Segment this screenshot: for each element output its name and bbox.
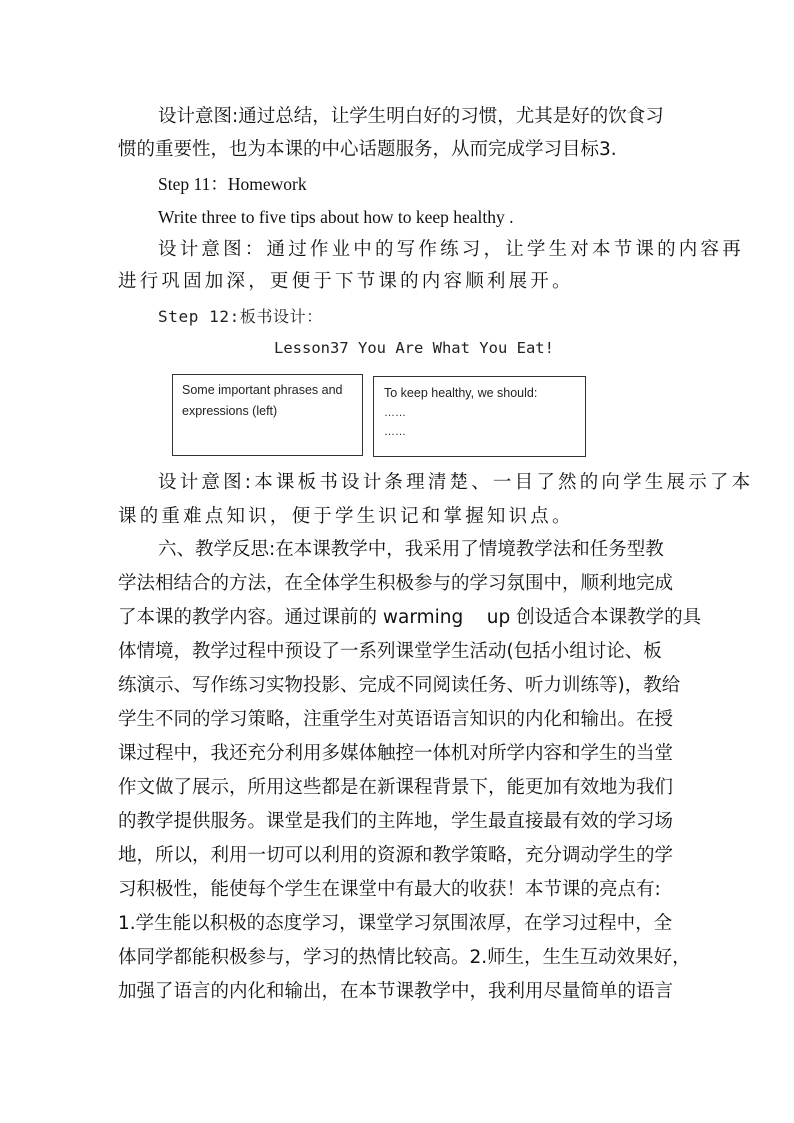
reflection-line-6: 学生不同的学习策略，注重学生对英语语言知识的内化和输出。在授 — [118, 709, 674, 730]
design-intent-3-line-1: 设计意图:本课板书设计条理清楚、一目了然的向学生展示了本 — [158, 472, 754, 493]
board-title: Lesson37 You Are What You Eat! — [274, 339, 554, 357]
design-intent-3-line-2: 课的重难点知识，便于学生识记和掌握知识点。 — [118, 506, 574, 527]
reflection-line-7: 课过程中，我还充分利用多媒体触控一体机对所学内容和学生的当堂 — [118, 743, 674, 764]
board-right-box — [373, 376, 586, 457]
reflection-line-4: 体情境，教学过程中预设了一系列课堂学生活动(包括小组讨论、板 — [118, 641, 662, 662]
reflection-line-11: 习积极性，能使每个学生在课堂中有最大的收获！本节课的亮点有: — [118, 879, 661, 900]
reflection-line-14: 加强了语言的内化和输出，在本节课教学中，我利用尽量简单的语言 — [118, 981, 674, 1002]
reflection-line-5: 练演示、写作练习实物投影、完成不同阅读任务、听力训练等)，教给 — [118, 675, 681, 696]
homework-task: Write three to five tips about how to keep healthy . — [158, 207, 514, 227]
design-intent-1-line-1: 设计意图:通过总结，让学生明白好的习惯，尤其是好的饮食习 — [158, 106, 664, 127]
board-right-box-content — [384, 383, 537, 442]
step-12-heading: Step 12:板书设计： — [158, 307, 323, 326]
step-11-heading: Step 11：Homework — [158, 174, 307, 194]
board-left-box-text: Some important phrases and expressions (left) — [182, 383, 343, 418]
reflection-line-12: 1.学生能以积极的态度学习，课堂学习氛围浓厚，在学习过程中，全 — [118, 913, 673, 934]
reflection-line-9: 的教学提供服务。课堂是我们的主阵地，学生最直接最有效的学习场 — [118, 811, 674, 832]
design-intent-2-line-2: 进行巩固加深，更便于下节课的内容顺利展开。 — [118, 271, 574, 292]
board-right-box-ellipsis-1: …… — [384, 407, 406, 419]
reflection-line-8: 作文做了展示，所用这些都是在新课程背景下，能更加有效地为我们 — [118, 777, 674, 798]
board-left-box — [172, 374, 363, 456]
design-intent-2-line-1: 设计意图：通过作业中的写作练习，让学生对本节课的内容再 — [158, 239, 744, 260]
board-right-box-ellipsis-2: …… — [384, 426, 406, 438]
reflection-line-3: 了本课的教学内容。通过课前的 warming up 创设适合本课教学的具 — [118, 607, 702, 628]
board-right-box-heading: To keep healthy, we should: — [384, 386, 538, 400]
design-intent-1-line-2: 惯的重要性，也为本课的中心话题服务，从而完成学习目标3. — [118, 139, 617, 160]
reflection-line-13: 体同学都能积极参与，学习的热情比较高。2.师生，生生互动效果好， — [118, 947, 691, 968]
reflection-line-1: 六、教学反思:在本课教学中，我采用了情境教学法和任务型教 — [158, 539, 664, 560]
reflection-line-2: 学法相结合的方法，在全体学生积极参与的学习氛围中，顺利地完成 — [118, 573, 674, 594]
reflection-line-10: 地，所以，利用一切可以利用的资源和教学策略，充分调动学生的学 — [118, 845, 674, 866]
